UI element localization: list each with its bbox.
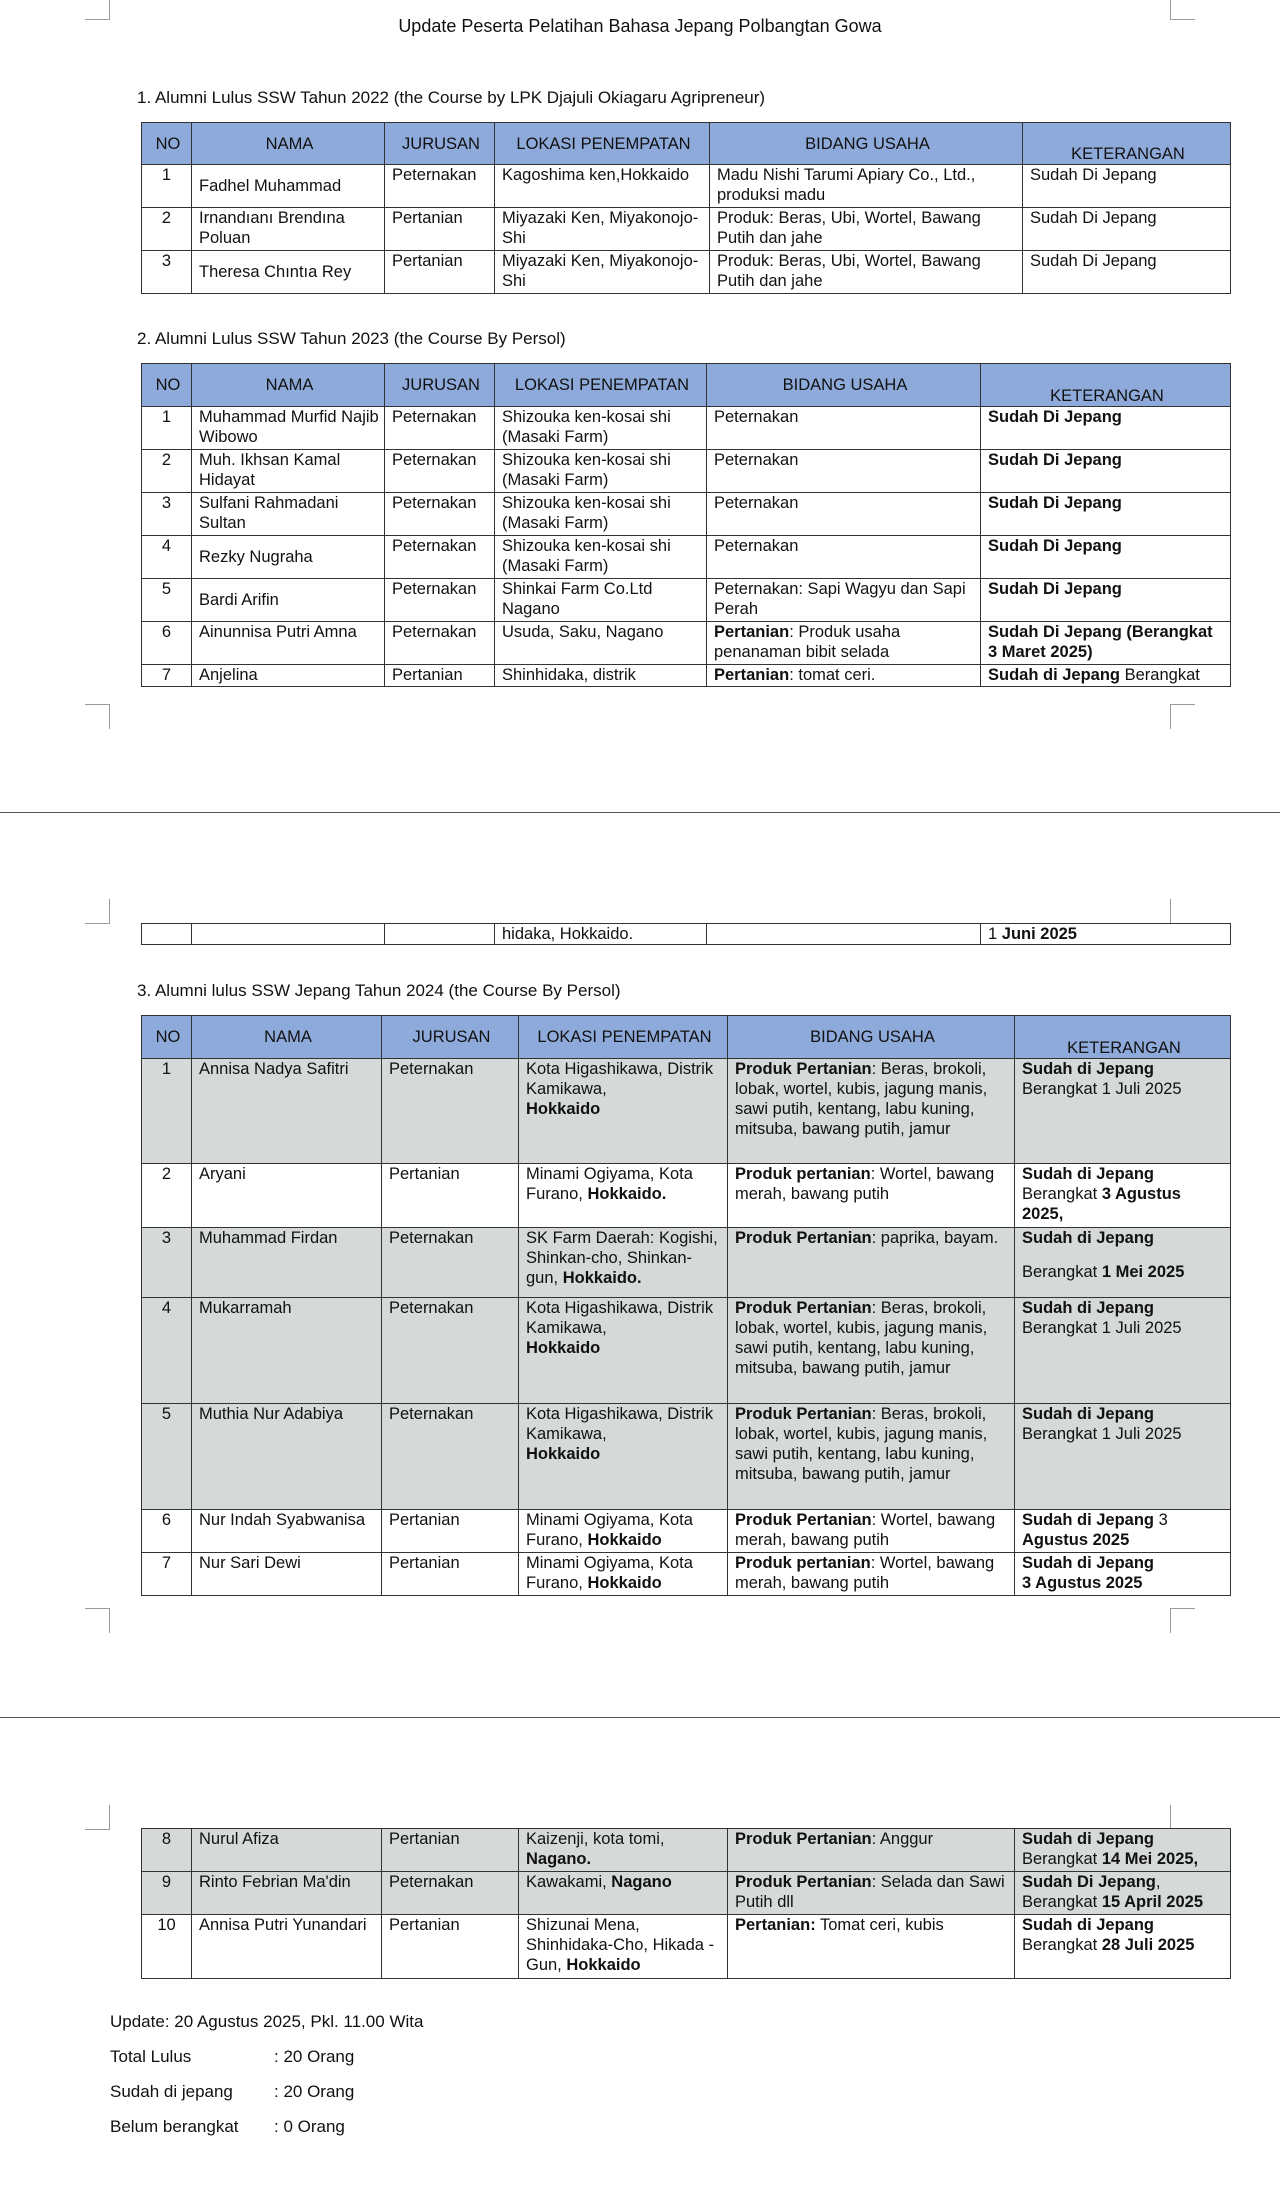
keterangan-text: Berangkat 1 Juli 2025 <box>1022 1080 1182 1098</box>
cell-no <box>142 924 192 945</box>
cell-keterangan <box>981 665 1231 687</box>
table-row <box>142 1872 1231 1915</box>
table-row <box>142 450 1231 493</box>
cell-lokasi <box>519 1404 728 1510</box>
table-row <box>142 493 1231 536</box>
keterangan-date: 3 Agustus 2025 <box>1022 1574 1143 1592</box>
cell-keterangan: Sudah Di Jepang <box>981 407 1231 450</box>
table-header <box>142 1016 1231 1059</box>
cell-keterangan <box>1015 1510 1231 1553</box>
keterangan-date: Agustus 2025 <box>1022 1531 1130 1549</box>
lokasi-bold: Hokkaido <box>566 1956 641 1974</box>
lokasi-bold: Nagano <box>611 1873 672 1891</box>
cell-jurusan: Peternakan <box>385 536 495 579</box>
lokasi-text: Kaizenji, kota tomi, <box>526 1830 665 1848</box>
header-bidang: BIDANG USAHA <box>710 123 1023 165</box>
cell-keterangan <box>1015 1228 1231 1298</box>
keterangan-bold: Sudah di Jepang <box>1022 1916 1155 1934</box>
page-corner-mark <box>1170 1805 1195 1830</box>
lokasi-bold: Hokkaido <box>587 1531 662 1549</box>
cell-lokasi <box>519 1872 728 1915</box>
keterangan-bold: Sudah di Jepang <box>1022 1229 1155 1247</box>
bidang-bold: Produk Pertanian <box>735 1511 872 1529</box>
cell-lokasi: Usuda, Saku, Nagano <box>495 622 707 665</box>
cell-nama: Anjelina <box>192 665 385 687</box>
table-row <box>142 165 1231 208</box>
cell-no: 5 <box>142 1404 192 1510</box>
lokasi-text: Minami Ogiyama, Kota Furano, <box>526 1165 693 1203</box>
table-row <box>142 579 1231 622</box>
lokasi-text: Shizunai Mena, Shinhidaka-Cho, Hikada -Gun, <box>526 1916 715 1974</box>
cell-lokasi: Shinhidaka, distrik <box>495 665 707 687</box>
cell-jurusan: Pertanian <box>385 251 495 294</box>
page-corner-mark <box>1170 704 1195 729</box>
bidang-text: : Wortel, bawang merah, bawang putih <box>735 1165 995 1203</box>
bidang-bold: Pertanian: <box>735 1916 816 1934</box>
cell-bidang: Madu Nishi Tarumi Apiary Co., Ltd., produksi madu <box>710 165 1023 208</box>
cell-no: 4 <box>142 1298 192 1404</box>
table-row <box>142 1553 1231 1596</box>
header-no: NO <box>142 1016 192 1059</box>
bidang-bold: Produk Pertanian <box>735 1405 872 1423</box>
page-corner-mark <box>85 899 110 924</box>
cell-bidang <box>728 1228 1015 1298</box>
cell-keterangan <box>1015 1059 1231 1164</box>
keterangan-text: , Berangkat <box>1022 1873 1161 1911</box>
cell-no: 3 <box>142 1228 192 1298</box>
update-line: Update: 20 Agustus 2025, Pkl. 11.00 Wita <box>110 2012 424 2031</box>
keterangan-text: Berangkat 1 Juli 2025 <box>1022 1425 1182 1443</box>
cell-nama: Theresa Chıntıa Rey <box>192 251 385 294</box>
header-lokasi: LOKASI PENEMPATAN <box>519 1016 728 1059</box>
cell-nama: Muh. Ikhsan Kamal Hidayat <box>192 450 385 493</box>
cell-keterangan <box>1015 1872 1231 1915</box>
cell-bidang <box>728 1829 1015 1872</box>
keterangan-text: Berangkat <box>1022 1185 1098 1203</box>
cell-no: 2 <box>142 208 192 251</box>
document-title: Update Peserta Pelatihan Bahasa Jepang Polbangtan Gowa <box>398 16 882 36</box>
bidang-bold: Produk Pertanian <box>735 1060 872 1078</box>
cell-nama: Nur Sari Dewi <box>192 1553 382 1596</box>
cell-keterangan: Sudah Di Jepang <box>981 536 1231 579</box>
cell-bidang <box>728 1164 1015 1228</box>
keterangan-text: Berangkat <box>1022 1263 1098 1281</box>
keterangan-date: 15 April 2025 <box>1101 1893 1204 1911</box>
keterangan-bold: Sudah di Jepang <box>1022 1299 1155 1317</box>
cell-keterangan: Sudah Di Jepang <box>981 493 1231 536</box>
table-section-3-continuation <box>141 1828 1231 1979</box>
lokasi-bold: Hokkaido <box>526 1100 601 1118</box>
cell-lokasi: Shizouka ken-kosai shi (Masaki Farm) <box>495 493 707 536</box>
lokasi-bold: Nagano. <box>526 1850 592 1868</box>
header-keterangan: KETERANGAN <box>1023 123 1231 165</box>
cell-keterangan: Sudah Di Jepang <box>981 450 1231 493</box>
table-row <box>142 407 1231 450</box>
keterangan-date: 14 Mei 2025, <box>1101 1850 1199 1868</box>
cell-nama: Rezky Nugraha <box>192 536 385 579</box>
keterangan-text: Berangkat <box>1022 1850 1098 1868</box>
cell-lokasi <box>519 1553 728 1596</box>
belum-berangkat-line <box>110 2116 423 2151</box>
keterangan-bold: Sudah di Jepang <box>1022 1165 1155 1183</box>
cell-no: 3 <box>142 251 192 294</box>
page-break <box>0 1717 1280 1718</box>
lokasi-text: Kawakami, <box>526 1873 607 1891</box>
table-row <box>142 1915 1231 1979</box>
table-row <box>142 1164 1231 1228</box>
cell-jurusan: Pertanian <box>382 1829 519 1872</box>
cell-bidang <box>728 1404 1015 1510</box>
lokasi-bold: Hokkaido. <box>562 1269 642 1287</box>
cell-no: 2 <box>142 450 192 493</box>
page-corner-mark <box>1170 899 1195 924</box>
summary-value: : 0 Orang <box>274 2117 345 2136</box>
page-corner-mark <box>85 1805 110 1830</box>
table-row <box>142 1228 1231 1298</box>
table-header <box>142 123 1231 165</box>
lokasi-text: Minami Ogiyama, Kota Furano, <box>526 1511 693 1549</box>
cell-lokasi <box>519 1510 728 1553</box>
cell-no: 2 <box>142 1164 192 1228</box>
cell-bidang <box>728 1298 1015 1404</box>
cell-lokasi: hidaka, Hokkaido. <box>495 924 707 945</box>
cell-jurusan: Peternakan <box>382 1298 519 1404</box>
header-no: NO <box>142 123 192 165</box>
lokasi-bold: Hokkaido. <box>587 1185 667 1203</box>
cell-keterangan <box>1015 1915 1231 1979</box>
cell-bidang <box>728 1872 1015 1915</box>
cell-nama: Irnandıanı Brendına Poluan <box>192 208 385 251</box>
table-row <box>142 251 1231 294</box>
cell-bidang: Peternakan <box>707 493 981 536</box>
bidang-text: : Beras, brokoli, lobak, wortel, kubis, jagung manis, sawi putih, kentang, labu kuning, mitsuba, bawang putih, jamur <box>735 1299 988 1377</box>
section-2-title: 2. Alumni Lulus SSW Tahun 2023 (the Course By Persol) <box>137 329 566 348</box>
bidang-text: : Beras, brokoli, lobak, wortel, kubis, jagung manis, sawi putih, kentang, labu kuning, mitsuba, bawang putih, jamur <box>735 1060 988 1138</box>
summary-value: : 20 Orang <box>274 2047 355 2066</box>
cell-bidang <box>707 924 981 945</box>
cell-jurusan: Peternakan <box>385 165 495 208</box>
keterangan-bold: Sudah di Jepang <box>1022 1511 1155 1529</box>
lokasi-text: Minami Ogiyama, Kota Furano, <box>526 1554 693 1592</box>
bidang-bold: Pertanian <box>714 623 790 641</box>
bidang-text: : tomat ceri. <box>789 666 876 684</box>
keterangan-text: Berangkat <box>1120 666 1200 684</box>
cell-jurusan: Peternakan <box>385 622 495 665</box>
bidang-text: : Produk usaha penanaman bibit selada <box>714 623 901 661</box>
cell-keterangan: Sudah Di Jepang <box>1023 208 1231 251</box>
bidang-text: : paprika, bayam. <box>871 1229 999 1247</box>
cell-keterangan <box>981 924 1231 945</box>
table-header <box>142 364 1231 407</box>
cell-nama: Bardi Arifin <box>192 579 385 622</box>
cell-lokasi <box>519 1829 728 1872</box>
cell-lokasi: Shizouka ken-kosai shi (Masaki Farm) <box>495 536 707 579</box>
bidang-bold: Produk Pertanian <box>735 1229 872 1247</box>
cell-jurusan: Peternakan <box>385 407 495 450</box>
section-3-title: 3. Alumni lulus SSW Jepang Tahun 2024 (the Course By Persol) <box>137 981 621 1000</box>
cell-bidang <box>728 1915 1015 1979</box>
cell-nama: Nur Indah Syabwanisa <box>192 1510 382 1553</box>
summary-label: Belum berangkat <box>110 2117 239 2136</box>
cell-keterangan <box>1015 1553 1231 1596</box>
header-bidang: BIDANG USAHA <box>728 1016 1015 1059</box>
table-row <box>142 1059 1231 1164</box>
header-jurusan: JURUSAN <box>385 364 495 407</box>
summary-footer <box>110 2011 423 2151</box>
summary-value: : 20 Orang <box>274 2082 355 2101</box>
page-corner-mark <box>85 1608 110 1633</box>
cell-keterangan: Sudah Di Jepang <box>981 579 1231 622</box>
cell-nama: Nurul Afiza <box>192 1829 382 1872</box>
header-jurusan: JURUSAN <box>385 123 495 165</box>
cell-keterangan: Sudah Di Jepang <box>1023 165 1231 208</box>
cell-bidang <box>728 1510 1015 1553</box>
keterangan-bold: Sudah di Jepang <box>1022 1554 1155 1572</box>
cell-bidang: Peternakan <box>707 407 981 450</box>
cell-lokasi: Miyazaki Ken, Miyakonojo-Shi <box>495 251 710 294</box>
keterangan-date: 1 Mei 2025 <box>1101 1263 1185 1281</box>
header-bidang: BIDANG USAHA <box>707 364 981 407</box>
total-lulus-line <box>110 2046 423 2081</box>
cell-keterangan: Sudah Di Jepang (Berangkat 3 Maret 2025) <box>981 622 1231 665</box>
bidang-text: : Selada dan Sawi Putih dll <box>735 1873 1005 1911</box>
table-row <box>142 665 1231 687</box>
summary-label: Total Lulus <box>110 2047 192 2066</box>
keterangan-text: Berangkat <box>1022 1936 1098 1954</box>
cell-lokasi <box>519 1059 728 1164</box>
cell-keterangan <box>1015 1298 1231 1404</box>
page-corner-mark <box>1170 1608 1195 1633</box>
table-row <box>142 1829 1231 1872</box>
table-row <box>142 1404 1231 1510</box>
cell-bidang <box>728 1059 1015 1164</box>
cell-no: 5 <box>142 579 192 622</box>
bidang-text: : Wortel, bawang merah, bawang putih <box>735 1554 995 1592</box>
cell-nama: Muhammad Murfid Najib Wibowo <box>192 407 385 450</box>
cell-bidang: Produk: Beras, Ubi, Wortel, Bawang Putih dan jahe <box>710 251 1023 294</box>
header-jurusan: JURUSAN <box>382 1016 519 1059</box>
cell-no: 8 <box>142 1829 192 1872</box>
cell-jurusan: Peternakan <box>382 1404 519 1510</box>
cell-nama: Ainunnisa Putri Amna <box>192 622 385 665</box>
cell-jurusan: Peternakan <box>382 1059 519 1164</box>
lokasi-text: SK Farm Daerah: Kogishi, Shinkan-cho, Shinkan-gun, <box>526 1229 718 1287</box>
cell-jurusan: Pertanian <box>382 1915 519 1979</box>
cell-jurusan: Peternakan <box>382 1872 519 1915</box>
keterangan-bold: Sudah Di Jepang <box>1022 1873 1156 1891</box>
bidang-bold: Produk pertanian <box>735 1165 871 1183</box>
header-no: NO <box>142 364 192 407</box>
cell-no: 3 <box>142 493 192 536</box>
header-lokasi: LOKASI PENEMPATAN <box>495 364 707 407</box>
table-section-2 <box>141 363 1231 687</box>
cell-jurusan <box>385 924 495 945</box>
cell-jurusan: Peternakan <box>385 579 495 622</box>
cell-bidang: Produk: Beras, Ubi, Wortel, Bawang Putih dan jahe <box>710 208 1023 251</box>
keterangan-text: 3 <box>1158 1511 1168 1529</box>
keterangan-bold: Sudah di Jepang <box>1022 1405 1155 1423</box>
cell-bidang <box>707 622 981 665</box>
header-nama: NAMA <box>192 1016 382 1059</box>
cell-jurusan: Pertanian <box>382 1164 519 1228</box>
cell-bidang <box>707 665 981 687</box>
cell-lokasi: Shizouka ken-kosai shi (Masaki Farm) <box>495 450 707 493</box>
cell-no: 7 <box>142 1553 192 1596</box>
header-keterangan: KETERANGAN <box>1015 1016 1231 1059</box>
cell-no: 1 <box>142 407 192 450</box>
cell-jurusan: Peternakan <box>385 450 495 493</box>
keterangan-bold: Sudah di Jepang <box>1022 1060 1155 1078</box>
bidang-text: : Beras, brokoli, lobak, wortel, kubis, jagung manis, sawi putih, kentang, labu kuning, mitsuba, bawang putih, jamur <box>735 1405 988 1483</box>
cell-nama: Annisa Nadya Safitri <box>192 1059 382 1164</box>
cell-jurusan: Peternakan <box>382 1228 519 1298</box>
bidang-bold: Produk pertanian <box>735 1554 871 1572</box>
table-section-1 <box>141 122 1231 294</box>
lokasi-bold: Hokkaido <box>526 1339 601 1357</box>
cell-no: 9 <box>142 1872 192 1915</box>
cell-lokasi: Kagoshima ken,Hokkaido <box>495 165 710 208</box>
header-keterangan: KETERANGAN <box>981 364 1231 407</box>
cell-keterangan <box>1015 1404 1231 1510</box>
table-row <box>142 924 1231 945</box>
table-row <box>142 622 1231 665</box>
cell-bidang: Peternakan: Sapi Wagyu dan Sapi Perah <box>707 579 981 622</box>
lokasi-text: Kota Higashikawa, Distrik Kamikawa, <box>526 1299 714 1337</box>
lokasi-text: Kota Higashikawa, Distrik Kamikawa, <box>526 1060 714 1098</box>
header-nama: NAMA <box>192 123 385 165</box>
table-section-2-continuation <box>141 923 1231 945</box>
cell-bidang: Peternakan <box>707 450 981 493</box>
cell-keterangan: Sudah Di Jepang <box>1023 251 1231 294</box>
cell-jurusan: Pertanian <box>382 1510 519 1553</box>
bidang-text: Tomat ceri, kubis <box>815 1916 944 1934</box>
cell-no: 1 <box>142 1059 192 1164</box>
keterangan-date: 28 Juli 2025 <box>1101 1936 1195 1954</box>
cell-nama: Muhammad Firdan <box>192 1228 382 1298</box>
cell-nama <box>192 924 385 945</box>
keterangan-text: 1 <box>988 925 998 943</box>
section-1-title: 1. Alumni Lulus SSW Tahun 2022 (the Course by LPK Djajuli Okiagaru Agripreneur) <box>137 88 766 107</box>
keterangan-text: Berangkat 1 Juli 2025 <box>1022 1319 1182 1337</box>
cell-no: 10 <box>142 1915 192 1979</box>
bidang-text: : Anggur <box>871 1830 934 1848</box>
cell-nama: Rinto Febrian Ma'din <box>192 1872 382 1915</box>
sudah-di-jepang-line <box>110 2081 423 2116</box>
keterangan-bold: Juni 2025 <box>997 925 1077 943</box>
bidang-bold: Produk Pertanian <box>735 1830 872 1848</box>
cell-nama: Sulfani Rahmadani Sultan <box>192 493 385 536</box>
table-row <box>142 1510 1231 1553</box>
cell-nama: Fadhel Muhammad <box>192 165 385 208</box>
table-row <box>142 208 1231 251</box>
cell-lokasi <box>519 1298 728 1404</box>
cell-nama: Annisa Putri Yunandari <box>192 1915 382 1979</box>
bidang-bold: Produk Pertanian <box>735 1873 872 1891</box>
table-section-3 <box>141 1015 1231 1596</box>
cell-lokasi: Shinkai Farm Co.Ltd Nagano <box>495 579 707 622</box>
cell-nama: Mukarramah <box>192 1298 382 1404</box>
cell-lokasi: Shizouka ken-kosai shi (Masaki Farm) <box>495 407 707 450</box>
table-row <box>142 1298 1231 1404</box>
lokasi-bold: Hokkaido <box>526 1445 601 1463</box>
cell-lokasi <box>519 1164 728 1228</box>
bidang-bold: Produk Pertanian <box>735 1299 872 1317</box>
cell-no: 4 <box>142 536 192 579</box>
keterangan-bold: Sudah di Jepang <box>988 666 1121 684</box>
table-row <box>142 536 1231 579</box>
lokasi-bold: Hokkaido <box>587 1574 662 1592</box>
cell-bidang <box>728 1553 1015 1596</box>
cell-nama: Aryani <box>192 1164 382 1228</box>
cell-lokasi <box>519 1915 728 1979</box>
cell-jurusan: Peternakan <box>385 493 495 536</box>
cell-lokasi: Miyazaki Ken, Miyakonojo-Shi <box>495 208 710 251</box>
cell-keterangan <box>1015 1829 1231 1872</box>
cell-no: 6 <box>142 1510 192 1553</box>
lokasi-text: Kota Higashikawa, Distrik Kamikawa, <box>526 1405 714 1443</box>
page-corner-mark <box>85 704 110 729</box>
cell-lokasi <box>519 1228 728 1298</box>
cell-bidang: Peternakan <box>707 536 981 579</box>
cell-jurusan: Pertanian <box>385 208 495 251</box>
header-lokasi: LOKASI PENEMPATAN <box>495 123 710 165</box>
cell-keterangan <box>1015 1164 1231 1228</box>
cell-jurusan: Pertanian <box>385 665 495 687</box>
cell-jurusan: Pertanian <box>382 1553 519 1596</box>
keterangan-bold: Sudah di Jepang <box>1022 1830 1155 1848</box>
cell-no: 7 <box>142 665 192 687</box>
cell-no: 1 <box>142 165 192 208</box>
bidang-bold: Pertanian <box>714 666 790 684</box>
summary-label: Sudah di jepang <box>110 2082 233 2101</box>
cell-nama: Muthia Nur Adabiya <box>192 1404 382 1510</box>
keterangan-date: 3 Agustus 2025, <box>1022 1185 1181 1223</box>
bidang-text: : Wortel, bawang merah, bawang putih <box>735 1511 996 1549</box>
cell-no: 6 <box>142 622 192 665</box>
header-nama: NAMA <box>192 364 385 407</box>
page-break <box>0 812 1280 813</box>
